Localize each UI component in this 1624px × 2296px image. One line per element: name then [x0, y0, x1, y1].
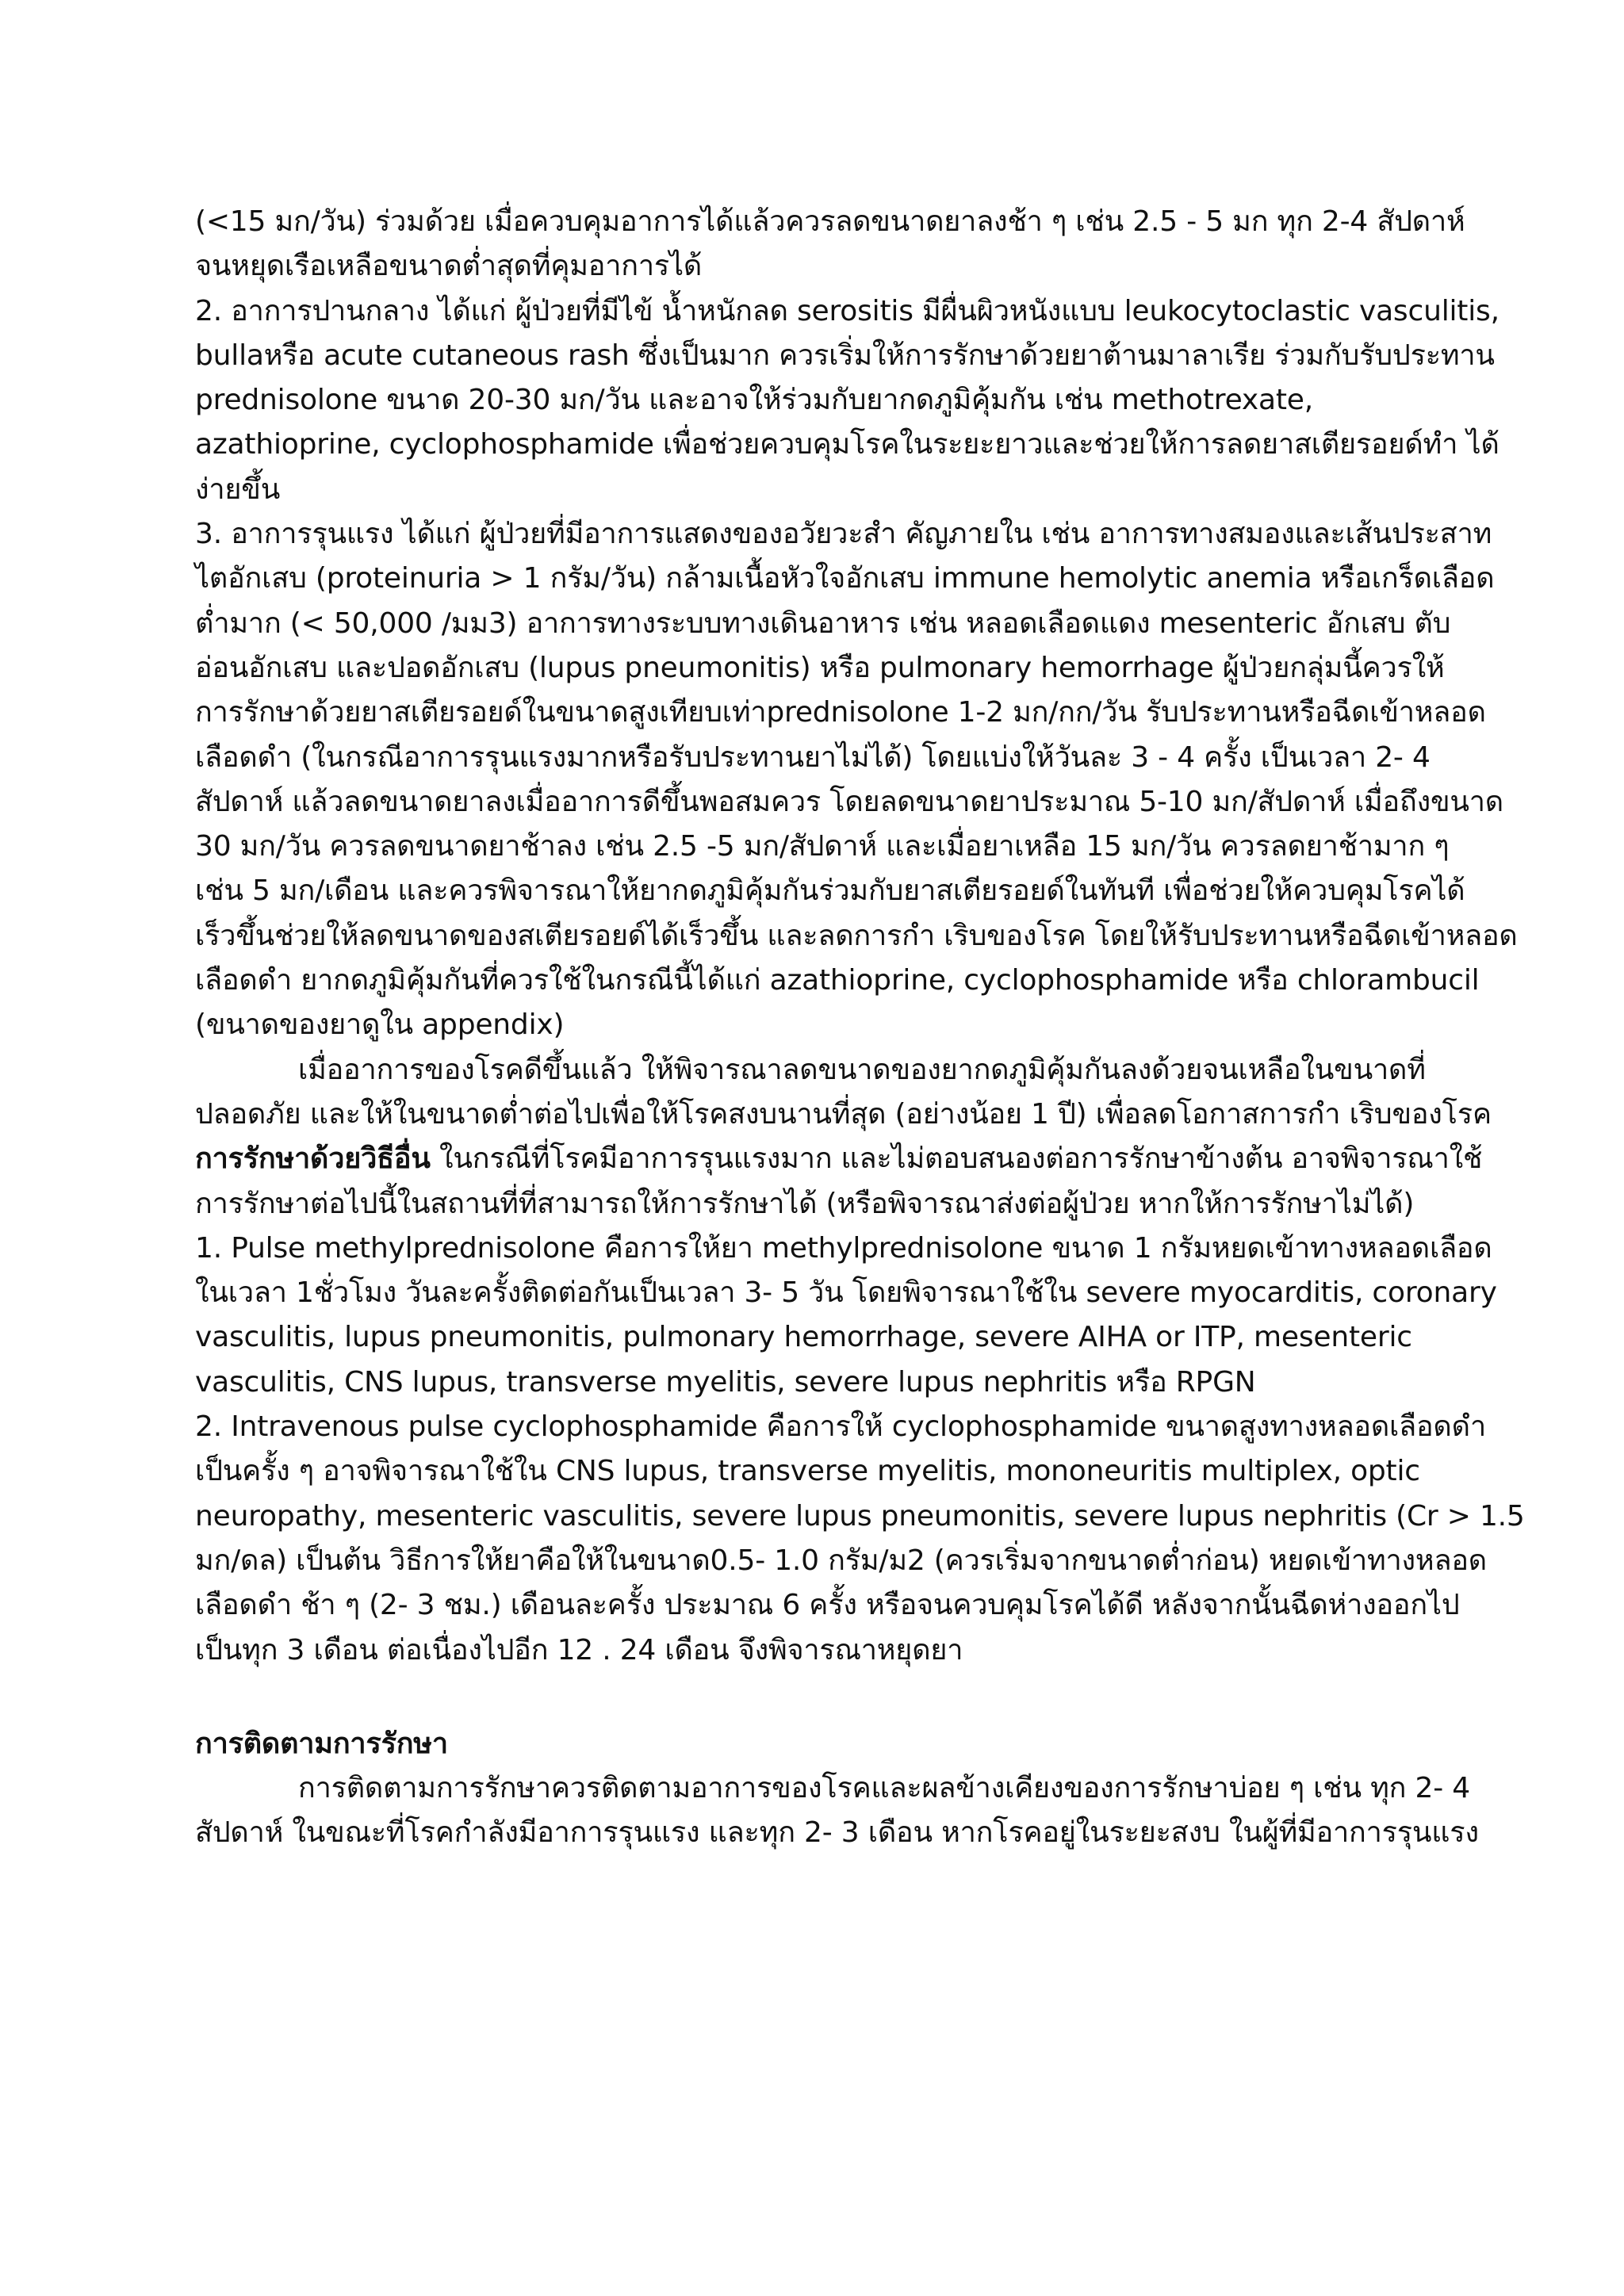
- text-line: (<15 มก/วัน) ร่วมด้วย เมื่อควบคุมอาการได้แล้วควรลดขนาดยาลงช้า ๆ เช่น 2.5 - 5 มก ทุก 2-4 สัปดาห์: [195, 205, 1465, 238]
- text-line: 2. Intravenous pulse cyclophosphamide คือการให้ cyclophosphamide ขนาดสูงทางหลอดเลือดดำ: [195, 1410, 1486, 1444]
- text-line: เร็วขึ้นช่วยให้ลดขนาดของสเตียรอยด์ได้เร็วขึ้น และลดการกำ เริบของโรค โดยให้รับประทานหรือฉีดเข้าหลอด: [195, 919, 1518, 952]
- text-line: vasculitis, lupus pneumonitis, pulmonary hemorrhage, severe AIHA or ITP, mesenteric: [195, 1321, 1412, 1354]
- text-line: ง่ายขึ้น: [195, 473, 281, 506]
- paragraph-continuation: [195, 200, 1465, 289]
- text-line: เลือดดำ ยากดภูมิคุ้มกันที่ควรใช้ในกรณีนี้ได้แก่ azathioprine, cyclophosphamide หรือ chlorambucil: [195, 964, 1480, 997]
- text-run: ในกรณีที่โรคมีอาการรุนแรงมาก และไม่ตอบสนองต่อการรักษาข้างต้น อาจพิจารณาใช้: [430, 1142, 1483, 1176]
- paragraph-follow-up: [195, 1766, 1479, 1856]
- text-line: prednisolone ขนาด 20-30 มก/วัน และอาจให้ร่วมกับยากดภูมิคุ้มกัน เช่น methotrexate,: [195, 384, 1313, 417]
- paragraph-other-treatments: [195, 1137, 1483, 1226]
- text-line: 2. อาการปานกลาง ได้แก่ ผู้ป่วยที่มีไข้ น้ำหนักลด serositis มีผื่นผิวหนังแบบ leukocytoclastic vasculitis,: [195, 294, 1500, 327]
- text-line: vasculitis, CNS lupus, transverse myelitis, severe lupus nephritis หรือ RPGN: [195, 1365, 1256, 1399]
- text-line: ไตอักเสบ (proteinuria > 1 กรัม/วัน) กล้ามเนื้อหัวใจอักเสบ immune hemolytic anemia หรือเกร็ดเลือด: [195, 562, 1495, 595]
- text-line: [195, 1137, 1483, 1181]
- text-line: การติดตามการรักษาควรติดตามอาการของโรคและผลข้างเคียงของการรักษาบ่อย ๆ เช่น ทุก 2- 4: [298, 1772, 1470, 1805]
- text-line: เลือดดำ (ในกรณีอาการรุนแรงมากหรือรับประทานยาไม่ได้) โดยแบ่งให้วันละ 3 - 4 ครั้ง เป็นเวลา 2- 4: [195, 740, 1431, 774]
- text-line: เช่น 5 มก/เดือน และควรพิจารณาให้ยากดภูมิคุ้มกันร่วมกับยาสเตียรอยด์ในทันที เพื่อช่วยให้ควบคุมโรคได้: [195, 874, 1465, 908]
- text-line: 30 มก/วัน ควรลดขนาดยาช้าลง เช่น 2.5 -5 มก/สัปดาห์ และเมื่อยาเหลือ 15 มก/วัน ควรลดยาช้ามาก ๆ: [195, 830, 1450, 863]
- paragraph-moderate-symptoms: [195, 289, 1500, 512]
- text-line: azathioprine, cyclophosphamide เพื่อช่วยควบคุมโรคในระยะยาวและช่วยให้การลดยาสเตียรอยด์ทำ ได้: [195, 428, 1500, 461]
- text-line: จนหยุดเรือเหลือขนาดต่ำสุดที่คุมอาการได้: [195, 250, 703, 283]
- text-line: เป็นทุก 3 เดือน ต่อเนื่องไปอีก 12 . 24 เดือน จึงพิจารณาหยุดยา: [195, 1633, 963, 1667]
- blank-line: [195, 1673, 1432, 1717]
- text-line: การรักษาด้วยยาสเตียรอยด์ในขนาดสูงเทียบเท่าprednisolone 1-2 มก/กก/วัน รับประทานหรือฉีดเข้าหลอด: [195, 696, 1486, 729]
- text-line: มก/ดล) เป็นต้น วิธีการให้ยาคือให้ในขนาด0.5- 1.0 กรัม/ม2 (ควรเริ่มจากขนาดต่ำก่อน) หยดเข้าทางหลอด: [195, 1544, 1487, 1577]
- bold-lead-term: การรักษาด้วยวิธีอื่น: [195, 1142, 431, 1176]
- document-page: [195, 200, 1525, 1856]
- text-line: เป็นครั้ง ๆ อาจพิจารณาใช้ใน CNS lupus, transverse myelitis, mononeuritis multiplex, optic: [195, 1455, 1420, 1488]
- text-line: 3. อาการรุนแรง ได้แก่ ผู้ป่วยที่มีอาการแสดงของอวัยวะสำ คัญภายใน เช่น อาการทางสมองและเส้นประสาท: [195, 518, 1492, 551]
- paragraph-tapering: [195, 1048, 1492, 1138]
- text-line: เลือดดำ ช้า ๆ (2- 3 ชม.) เดือนละครั้ง ประมาณ 6 ครั้ง หรือจนควบคุมโรคได้ดี หลังจากนั้นฉีดห่างออกไป: [195, 1589, 1460, 1622]
- text-line: สัปดาห์ ในขณะที่โรคกำลังมีอาการรุนแรง และทุก 2- 3 เดือน หากโรคอยู่ในระยะสงบ ในผู้ที่มีอาการรุนแรง: [195, 1816, 1479, 1850]
- text-line: bullaหรือ acute cutaneous rash ซึ่งเป็นมาก ควรเริ่มให้การรักษาด้วยยาต้านมาลาเรีย ร่วมกับรับประทาน: [195, 339, 1495, 372]
- text-line: ในเวลา 1ชั่วโมง วันละครั้งติดต่อกันเป็นเวลา 3- 5 วัน โดยพิจารณาใช้ใน severe myocarditis, coronary: [195, 1276, 1497, 1310]
- section-heading: การติดตามการรักษา: [195, 1727, 448, 1760]
- text-line: (ขนาดของยาดูใน appendix): [195, 1008, 565, 1042]
- text-line: สัปดาห์ แล้วลดขนาดยาลงเมื่ออาการดีขึ้นพอสมควร โดยลดขนาดยาประมาณ 5-10 มก/สัปดาห์ เมื่อถึงขนาด: [195, 785, 1503, 818]
- text-line: การรักษาต่อไปนี้ในสถานที่ที่สามารถให้การรักษาได้ (หรือพิจารณาส่งต่อผู้ป่วย หากให้การรักษาไม่ได้): [195, 1187, 1415, 1220]
- text-line: neuropathy, mesenteric vasculitis, severe lupus pneumonitis, severe lupus nephritis (Cr > 1.5: [195, 1499, 1525, 1533]
- text-line: 1. Pulse methylprednisolone คือการให้ยา methylprednisolone ขนาด 1 กรัมหยดเข้าทางหลอดเลือด: [195, 1231, 1492, 1265]
- paragraph-severe-symptoms: [195, 512, 1518, 1048]
- paragraph-pulse-cyclophosphamide: [195, 1405, 1525, 1673]
- text-line: ต่ำมาก (< 50,000 /มม3) อาการทางระบบทางเดินอาหาร เช่น หลอดเลือดแดง mesenteric อักเสบ ตับ: [195, 607, 1451, 640]
- text-line: เมื่ออาการของโรคดีขึ้นแล้ว ให้พิจารณาลดขนาดของยากดภูมิคุ้มกันลงด้วยจนเหลือในขนาดที่: [298, 1053, 1426, 1086]
- text-line: ปลอดภัย และให้ในขนาดต่ำต่อไปเพื่อให้โรคสงบนานที่สุด (อย่างน้อย 1 ปี) เพื่อลดโอกาสการกำ เริบของโรค: [195, 1097, 1492, 1131]
- paragraph-pulse-methylprednisolone: [195, 1226, 1497, 1405]
- text-line: อ่อนอักเสบ และปอดอักเสบ (lupus pneumonitis) หรือ pulmonary hemorrhage ผู้ป่วยกลุ่มนี้ควรให้: [195, 651, 1445, 684]
